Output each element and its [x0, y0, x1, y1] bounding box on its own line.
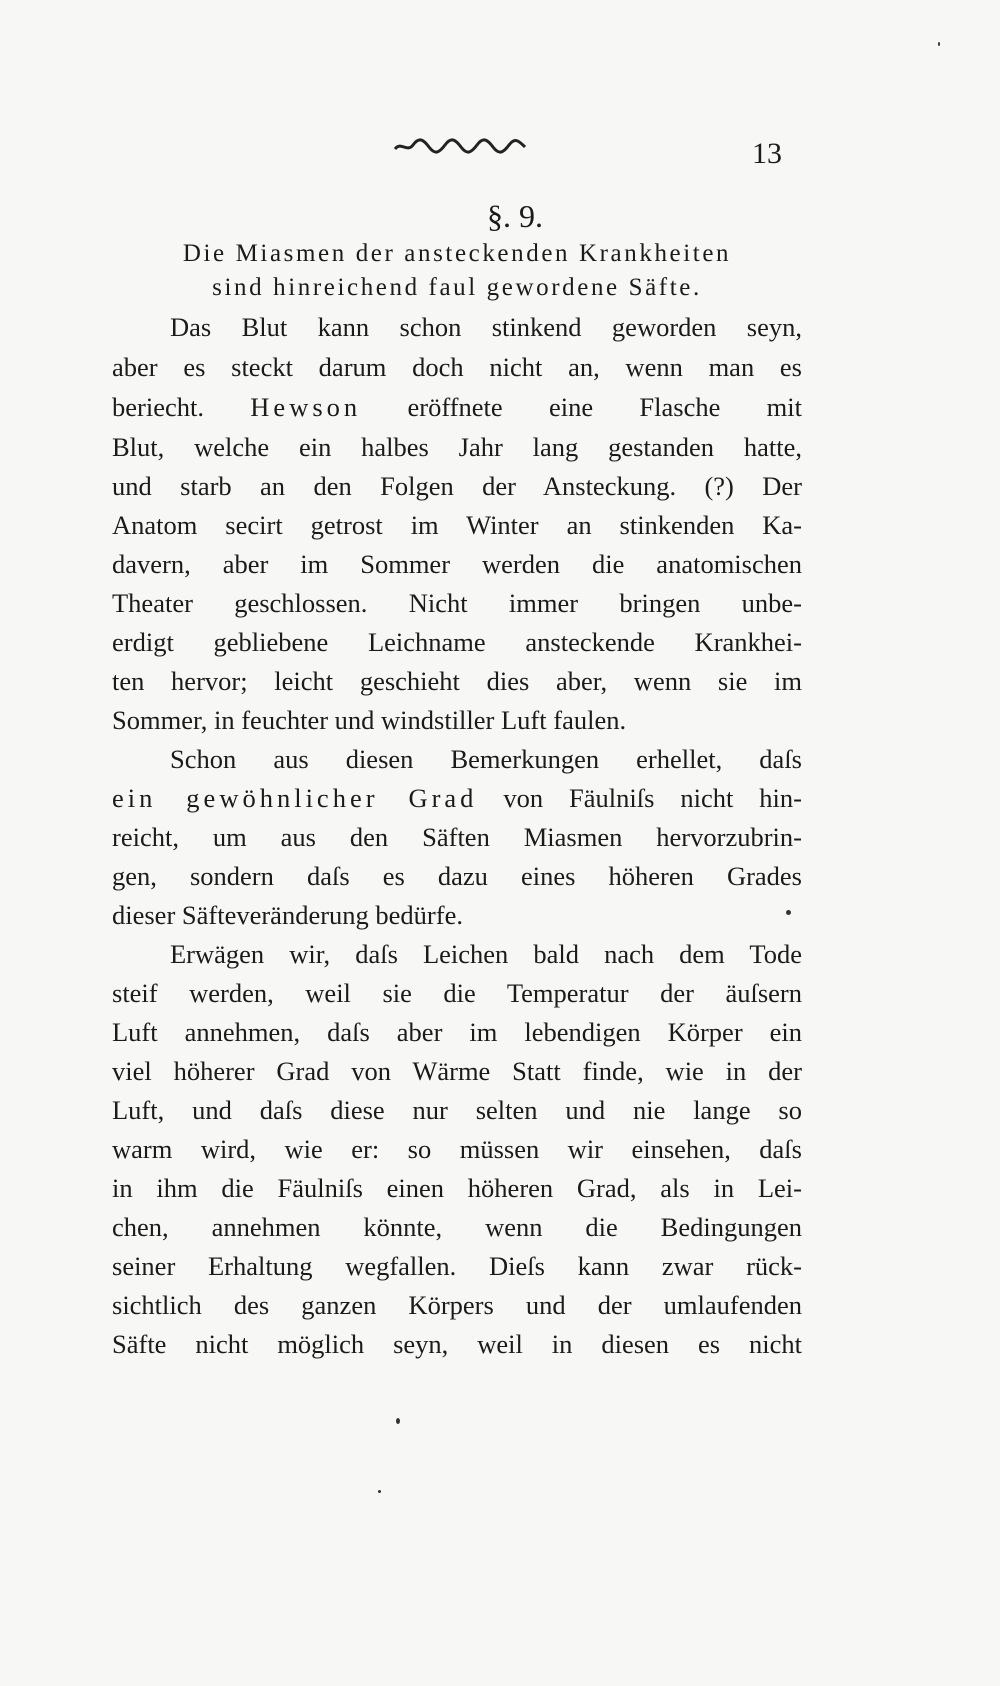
text-line: Anatom secirt getrost im Winter an stinkenden Ka- [112, 510, 802, 540]
text-line: und starb an den Folgen der Ansteckung. (?) Der [112, 471, 802, 501]
text-line: davern, aber im Sommer werden die anatomischen [112, 549, 802, 579]
text-line: Blut, welche ein halbes Jahr lang gestanden hatte, [112, 432, 802, 462]
text-line: Säfte nicht möglich seyn, weil in diesen es nicht [112, 1329, 802, 1359]
section-heading-line-1: Die Miasmen der ansteckenden Krankheiten [182, 240, 732, 267]
text-line: steif werden, weil sie die Temperatur der äuſsern [112, 978, 802, 1008]
text-line: Luft, und daſs diese nur selten und nie lange so [112, 1095, 802, 1125]
text-line: Erwägen wir, daſs Leichen bald nach dem Tode [170, 939, 802, 969]
scan-speck [396, 1418, 400, 1424]
section-heading-line-2: sind hinreichend faul gewordene Säfte. [212, 274, 702, 301]
scan-speck [378, 1490, 381, 1493]
text-line: ten hervor; leicht geschieht dies aber, wenn sie im [112, 666, 802, 696]
text-line: Luft annehmen, daſs aber im lebendigen Körper ein [112, 1017, 802, 1047]
text-segment: eröffnete eine Flasche mit [407, 392, 803, 422]
text-line: Theater geschlossen. Nicht immer bringen unbe- [112, 588, 802, 618]
text-segment: beriecht. [112, 392, 204, 422]
text-line [112, 781, 802, 815]
header-ornament [393, 135, 528, 157]
text-line: warm wird, wie er: so müssen wir einsehen, daſs [112, 1134, 802, 1164]
text-line: gen, sondern daſs es dazu eines höheren Grades [112, 861, 802, 891]
page-number: 13 [752, 137, 782, 170]
text-line: dieser Säfteveränderung bedürfe. [112, 900, 463, 930]
emphasized-text: ein gewöhnlicher Grad [112, 783, 478, 813]
text-line: Schon aus diesen Bemerkungen erhellet, daſs [170, 744, 802, 774]
text-line: Das Blut kann schon stinkend geworden seyn, [170, 312, 802, 342]
text-line: in ihm die Fäulniſs einen höheren Grad, als in Lei- [112, 1173, 802, 1203]
scan-speck [938, 42, 940, 46]
text-line: sichtlich des ganzen Körpers und der umlaufenden [112, 1290, 802, 1320]
text-line: seiner Erhaltung wegfallen. Dieſs kann zwar rück- [112, 1251, 802, 1281]
scan-speck [786, 910, 791, 915]
text-line: aber es steckt darum doch nicht an, wenn man es [112, 352, 802, 382]
text-line: viel höherer Grad von Wärme Statt finde, wie in der [112, 1056, 802, 1086]
text-segment: von Fäulniſs nicht hin- [503, 783, 802, 813]
text-line: erdigt gebliebene Leichname ansteckende Krankhei- [112, 627, 802, 657]
text-line [112, 390, 802, 424]
person-name: Hewson [250, 392, 362, 422]
section-number: §. 9. [487, 198, 543, 234]
text-line: reicht, um aus den Säften Miasmen hervorzubrin- [112, 822, 802, 852]
text-line: Sommer, in feuchter und windstiller Luft faulen. [112, 705, 627, 735]
text-line: chen, annehmen könnte, wenn die Bedingungen [112, 1212, 802, 1242]
